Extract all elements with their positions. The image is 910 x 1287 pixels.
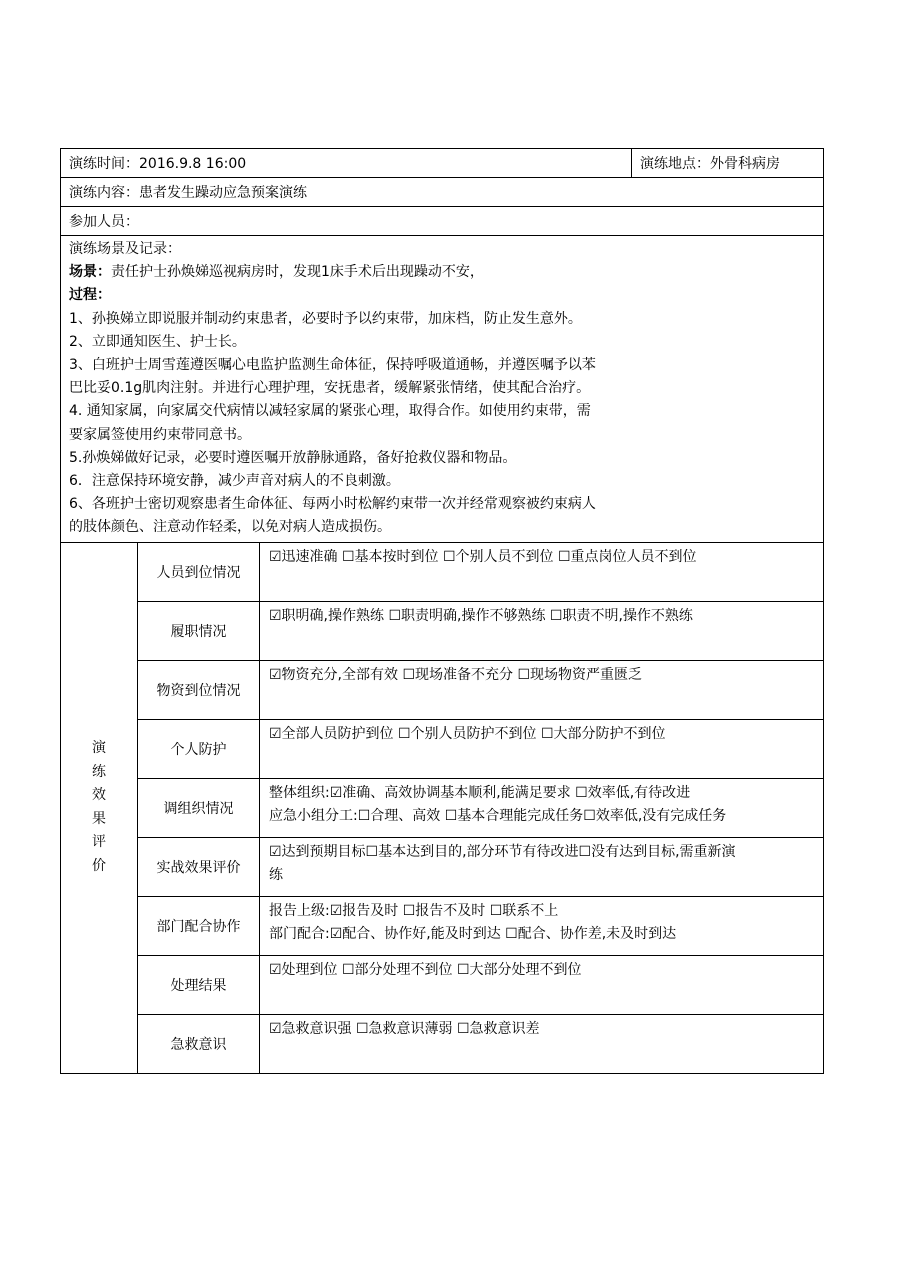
side-char: 价 [92, 857, 106, 874]
eval-options-effectiveness [260, 837, 824, 896]
side-char: 练 [92, 763, 106, 780]
eval-options-duty [260, 601, 824, 660]
process-line: 1、孙换娣立即说服并制动约束患者，必要时予以约束带，加床档，防止发生意外。 [69, 310, 582, 327]
eval-category-materials: 物资到位情况 [138, 660, 260, 719]
option-line: ☑处理到位 ☐部分处理不到位 ☐大部分处理不到位 [269, 961, 582, 978]
drill-participants: 参加人员： [61, 207, 824, 236]
drill-table [60, 148, 824, 1074]
evaluation-side-label [61, 542, 138, 1073]
drill-time: 演练时间：2016.9.8 16:00 [61, 149, 632, 178]
eval-category-result: 处理结果 [138, 955, 260, 1014]
eval-options-materials [260, 660, 824, 719]
option-line: ☑达到预期目标☐基本达到目的,部分环节有待改进☐没有达到目标,需重新演 [269, 843, 736, 860]
eval-options-result [260, 955, 824, 1014]
process-line: 6、各班护士密切观察患者生命体征、每两小时松解约束带一次并经常观察被约束病人 [69, 496, 596, 513]
option-line: 整体组织:☑准确、高效协调基本顺利,能满足要求 ☐效率低,有待改进 [269, 784, 691, 801]
process-line: 的肢体颜色、注意动作轻柔，以免对病人造成损伤。 [69, 519, 391, 536]
process-line: 2、立即通知医生、护士长。 [69, 333, 246, 350]
option-line: ☑职明确,操作熟练 ☐职责明确,操作不够熟练 ☐职责不明,操作不熟练 [269, 607, 693, 624]
side-char: 演 [92, 740, 106, 757]
option-line: 练 [269, 866, 283, 883]
process-line: 4. 通知家属，向家属交代病情以减轻家属的紧张心理，取得合作。如使用约束带，需 [69, 403, 591, 420]
option-line: 报告上级:☑报告及时 ☐报告不及时 ☐联系不上 [269, 902, 559, 919]
eval-category-cooperation: 部门配合协作 [138, 896, 260, 955]
eval-options-organization [260, 778, 824, 837]
side-char: 评 [92, 834, 106, 851]
scene-record [61, 236, 824, 543]
eval-category-personnel: 人员到位情况 [138, 542, 260, 601]
eval-options-cooperation [260, 896, 824, 955]
drill-location: 演练地点：外骨科病房 [632, 149, 824, 178]
eval-options-protection [260, 719, 824, 778]
side-char: 果 [92, 810, 106, 827]
process-label: 过程： [69, 287, 111, 304]
process-line: 要家属签使用约束带同意书。 [69, 426, 251, 443]
option-line: 部门配合:☑配合、协作好,能及时到达 ☐配合、协作差,未及时到达 [269, 925, 677, 942]
scene-label: 场景： [69, 264, 111, 281]
eval-category-effectiveness: 实战效果评价 [138, 837, 260, 896]
eval-category-organization: 调组织情况 [138, 778, 260, 837]
eval-category-duty: 履职情况 [138, 601, 260, 660]
scene-title: 演练场景及记录： [69, 241, 181, 257]
eval-category-protection: 个人防护 [138, 719, 260, 778]
process-line: 3、白班护士周雪莲遵医嘱心电监护监测生命体征，保持呼吸道通畅，并遵医嘱予以苯 [69, 357, 596, 374]
eval-options-personnel [260, 542, 824, 601]
process-line: 6．注意保持环境安静，减少声音对病人的不良刺激。 [69, 473, 400, 490]
drill-content: 演练内容：患者发生躁动应急预案演练 [61, 178, 824, 207]
eval-category-awareness: 急救意识 [138, 1014, 260, 1073]
option-line: ☑急救意识强 ☐急救意识薄弱 ☐急救意识差 [269, 1020, 540, 1037]
option-line: 应急小组分工:☐合理、高效 ☐基本合理能完成任务☐效率低,没有完成任务 [269, 807, 727, 824]
option-line: ☑迅速准确 ☐基本按时到位 ☐个别人员不到位 ☐重点岗位人员不到位 [269, 548, 697, 565]
side-char: 效 [92, 787, 106, 804]
option-line: ☑全部人员防护到位 ☐个别人员防护不到位 ☐大部分防护不到位 [269, 725, 666, 742]
scene-text: 责任护士孙焕娣巡视病房时，发现1床手术后出现躁动不安， [111, 264, 484, 281]
process-line: 巴比妥0.1g肌肉注射。并进行心理护理，安抚患者，缓解紧张情绪，使其配合治疗。 [69, 380, 591, 397]
process-line: 5.孙焕娣做好记录，必要时遵医嘱开放静脉通路，备好抢救仪器和物品。 [69, 449, 517, 466]
scene-line [69, 261, 815, 284]
drill-record-form [60, 148, 823, 1074]
option-line: ☑物资充分,全部有效 ☐现场准备不充分 ☐现场物资严重匮乏 [269, 666, 643, 683]
eval-options-awareness [260, 1014, 824, 1073]
